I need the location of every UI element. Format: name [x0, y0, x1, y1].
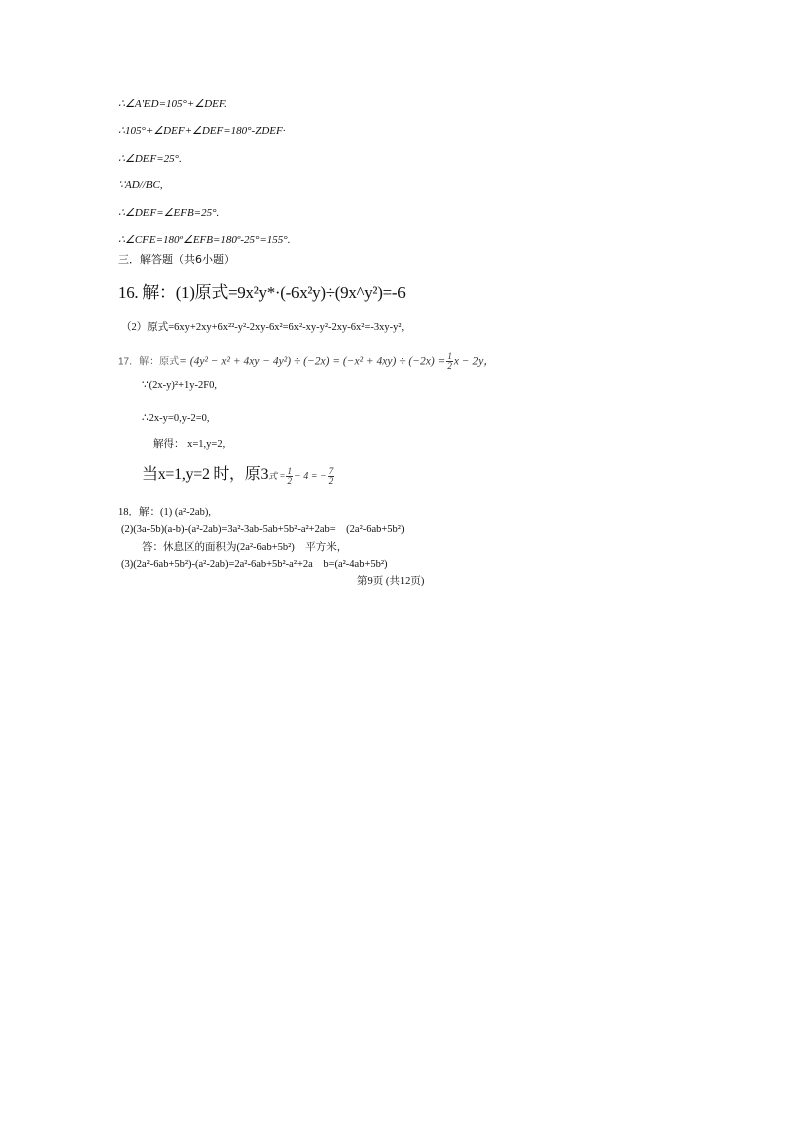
q18-line-2: (2)(3a-5b)(a-b)-(a²-2ab)=3a²-3ab-5ab+5b²-a²+2ab= (2a²-6ab+5b²)	[121, 524, 405, 535]
q17-fraction-half	[446, 352, 453, 371]
q18-line-4: (3)(2a²-6ab+5b²)-(a²-2ab)=2a²-6ab+5b²-a²+2a b=(a²-4ab+5b²)	[121, 559, 388, 570]
q17-expr-a: = (4y² − x² + 4xy − 4y²) ÷ (−2x) = (−x² + 4xy) ÷ (−2x) =	[179, 355, 446, 368]
q18-line-1: 18．解：(1) (a²-2ab),	[118, 507, 211, 518]
q17-expr-b: x − 2y	[453, 355, 484, 368]
proof-line-3: ∴∠DEF=25°.	[118, 153, 182, 165]
q17-f2-num: 7	[328, 465, 334, 476]
proof-line-4: ∵AD//BC,	[118, 179, 163, 191]
q17-line-2: ∵(2x-y)²+1y-2F0,	[142, 380, 217, 391]
proof-line-1: ∴∠A'ED=105°+∠DEF.	[118, 98, 227, 110]
page-footer: 第9页 (共12页)	[357, 576, 425, 587]
q17-f1-num: 1	[287, 465, 292, 476]
q17-line-5	[142, 465, 335, 486]
q17-line-1	[118, 352, 495, 371]
q17-fraction-2	[328, 467, 335, 486]
q17-fraction-1	[286, 467, 293, 486]
q17-expr-end: ，	[483, 355, 495, 368]
section-heading: 三．解答题（共6小题）	[118, 253, 235, 266]
q17-line-3: ∴2x-y=0,y-2=0,	[142, 413, 210, 424]
q17-f2-den: 2	[328, 475, 334, 486]
proof-line-5: ∴∠DEF=∠EFB=25°.	[118, 207, 220, 219]
q16-line-2: （2）原式=6xy+2xy+6x²²-y²-2xy-6x²=6x²-xy-y²-2xy-6x²=-3xy-y²,	[121, 322, 405, 333]
q17-line5-a: 当x=1,y=2 时，原3	[142, 466, 269, 483]
q17-label: 17．	[118, 356, 140, 368]
q16-line-1: 16. 解：(1)原式=9x²y*·(-6x²y)÷(9x^y²)=-6	[118, 283, 406, 302]
proof-line-2: ∴105°+∠DEF+∠DEF=180°-ZDEF·	[118, 125, 286, 137]
q17-frac-den: 2	[447, 361, 452, 371]
q17-f1-den: 2	[287, 475, 292, 486]
q18-line-3: 答：休息区的面积为(2a²-6ab+5b²) 平方米，	[142, 542, 348, 553]
q17-line5-b: 式 =	[268, 471, 286, 481]
q17-line5-c: − 4 = −	[293, 471, 327, 482]
proof-line-6: ∴∠CFE=180º∠EFB=180º-25°=155°.	[118, 234, 291, 246]
q17-solve: 解：原式	[139, 356, 180, 368]
q17-line-4: 解得： x=1,y=2,	[153, 439, 226, 450]
q17-frac-num: 1	[447, 351, 452, 361]
